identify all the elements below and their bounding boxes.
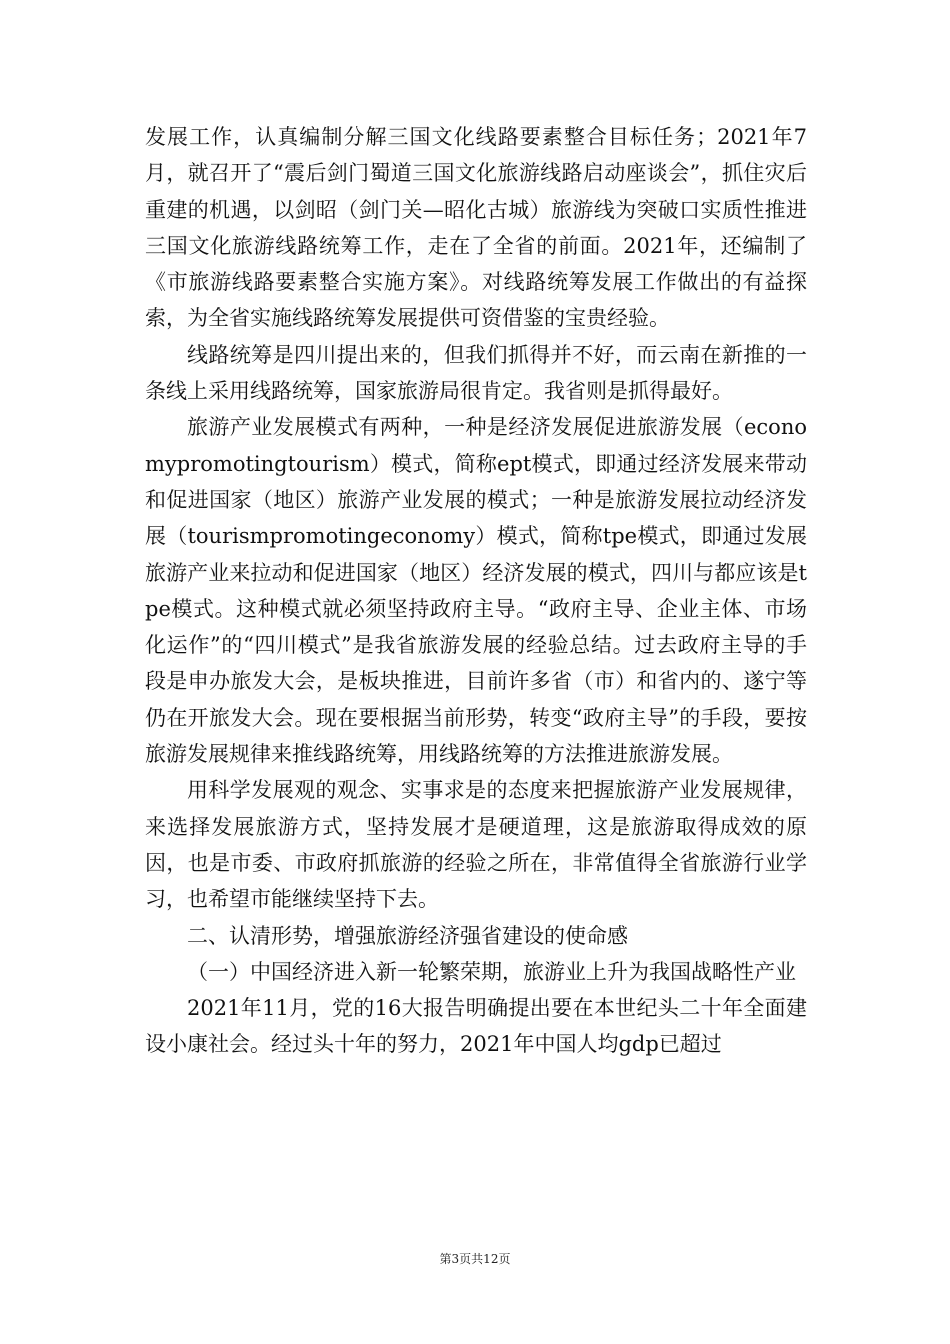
body-paragraph: 用科学发展观的观念、实事求是的态度来把握旅游产业发展规律，来选择发展旅游方式，坚持发展才是硬道理，这是旅游取得成效的原因，也是市委、市政府抓旅游的经验之所在，非常值得全省旅游行业学习，也希望市能继续坚持下去。	[145, 778, 807, 912]
body-paragraph: 发展工作，认真编制分解三国文化线路要素整合目标任务；2021年7月，就召开了“震后剑门蜀道三国文化旅游线路启动座谈会”，抓住灾后重建的机遇，以剑昭（剑门关—昭化古城）旅游线为突破口实质性推进三国文化旅游线路统筹工作，走在了全省的前面。2021年，还编制了《市旅游线路要素整合实施方案》。对线路统筹发展工作做出的有益探索，为全省实施线路统筹发展提供可资借鉴的宝贵经验。	[145, 125, 807, 331]
body-paragraph: 线路统筹是四川提出来的，但我们抓得并不好，而云南在新推的一条线上采用线路统筹，国家旅游局很肯定。我省则是抓得最好。	[145, 342, 807, 404]
subsection-heading: （一）中国经济进入新一轮繁荣期，旅游业上升为我国战略性产业	[187, 959, 796, 984]
body-paragraph: 旅游产业发展模式有两种，一种是经济发展促进旅游发展（economypromotingtourism）模式，简称ept模式，即通过经济发展来带动和促进国家（地区）旅游产业发展的模式；一种是旅游发展拉动经济发展（tourismpromotingeconomy）模式，简称tpe模式，即通过发展旅游产业来拉动和促进国家（地区）经济发展的模式，四川与都应该是tpe模式。这种模式就必须坚持政府主导。“政府主导、企业主体、市场化运作”的“四川模式”是我省旅游发展的经验总结。过去政府主导的手段是申办旅发大会，是板块推进，目前许多省（市）和省内的、遂宁等仍在开旅发大会。现在要根据当前形势，转变“政府主导”的手段，要按旅游发展规律来推线路统筹，用线路统筹的方法推进旅游发展。	[145, 415, 807, 767]
body-paragraph: 2021年11月，党的16大报告明确提出要在本世纪头二十年全面建设小康社会。经过头十年的努力，2021年中国人均gdp已超过	[145, 996, 807, 1057]
document-body	[145, 119, 807, 1063]
section-heading: 二、认清形势，增强旅游经济强省建设的使命感	[187, 923, 628, 948]
page-number-footer: 第3页共12页	[439, 1252, 511, 1266]
